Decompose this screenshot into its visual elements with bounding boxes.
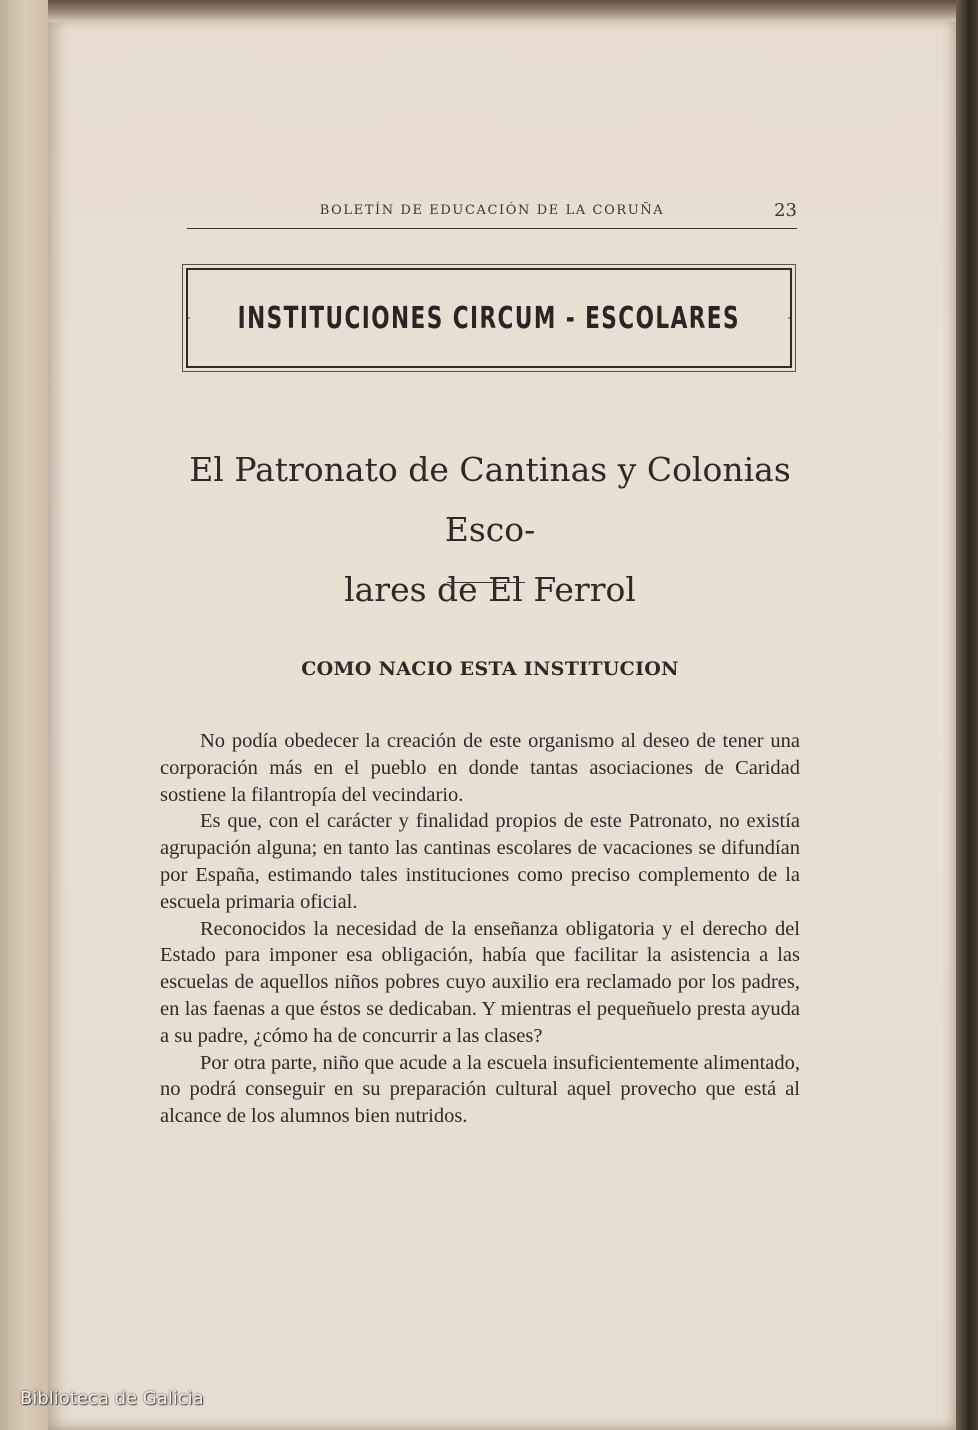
section-heading-box <box>186 268 792 368</box>
paragraph: No podía obedecer la creación de este organismo al deseo de tener una corporación más en el pueblo en donde tantas asociaciones de Caridad sostiene la filantropía del vecindario. <box>160 730 800 806</box>
library-watermark: Biblioteca de Galicia <box>20 1388 204 1409</box>
running-title: BOLETÍN DE EDUCACIÓN DE LA CORUÑA <box>319 203 665 218</box>
article-title-line-2: lares de El Ferrol <box>344 570 636 609</box>
running-header <box>187 200 797 224</box>
rosette-ornament-icon <box>788 305 790 331</box>
top-page-edge <box>48 0 958 22</box>
article-title <box>175 440 805 620</box>
page-number: 23 <box>774 200 797 221</box>
article-subheading: COMO NACIO ESTA INSTITUCION <box>301 658 679 680</box>
paragraph: Es que, con el carácter y finalidad propios de este Patronato, no existía agrupación alguna; en tanto las cantinas escolares de vacaciones se difundían por España, estimando tales instituciones como preciso complemento de la escuela primaria oficial. <box>160 810 800 913</box>
title-divider <box>447 582 525 583</box>
book-page <box>48 18 958 1430</box>
paragraph: Por otra parte, niño que acude a la escuela insuficientemente alimentado, no podrá conseguir en su preparación cultural aquel provecho que está al alcance de los alumnos bien nutridos. <box>160 1051 800 1128</box>
rosette-ornament-icon <box>188 305 190 331</box>
right-page-edge <box>956 0 978 1430</box>
header-rule <box>187 228 797 229</box>
article-body <box>160 728 800 1130</box>
section-title: INSTITUCIONES CIRCUM - ESCOLARES <box>237 300 741 336</box>
article-title-line-1: El Patronato de Cantinas y Colonias Esco- <box>189 450 791 549</box>
paragraph: Reconocidos la necesidad de la enseñanza obligatoria y el derecho del Estado para imponer esa obligación, había que facilitar la asistencia a las escuelas de aquellos niños pobres cuyo auxilio era reclamado por los padres, en las faenas a que éstos se dedicaban. Y mientras el pequeñuelo presta ayuda a su padre, ¿cómo ha de concurrir a las clases? <box>160 917 800 1047</box>
